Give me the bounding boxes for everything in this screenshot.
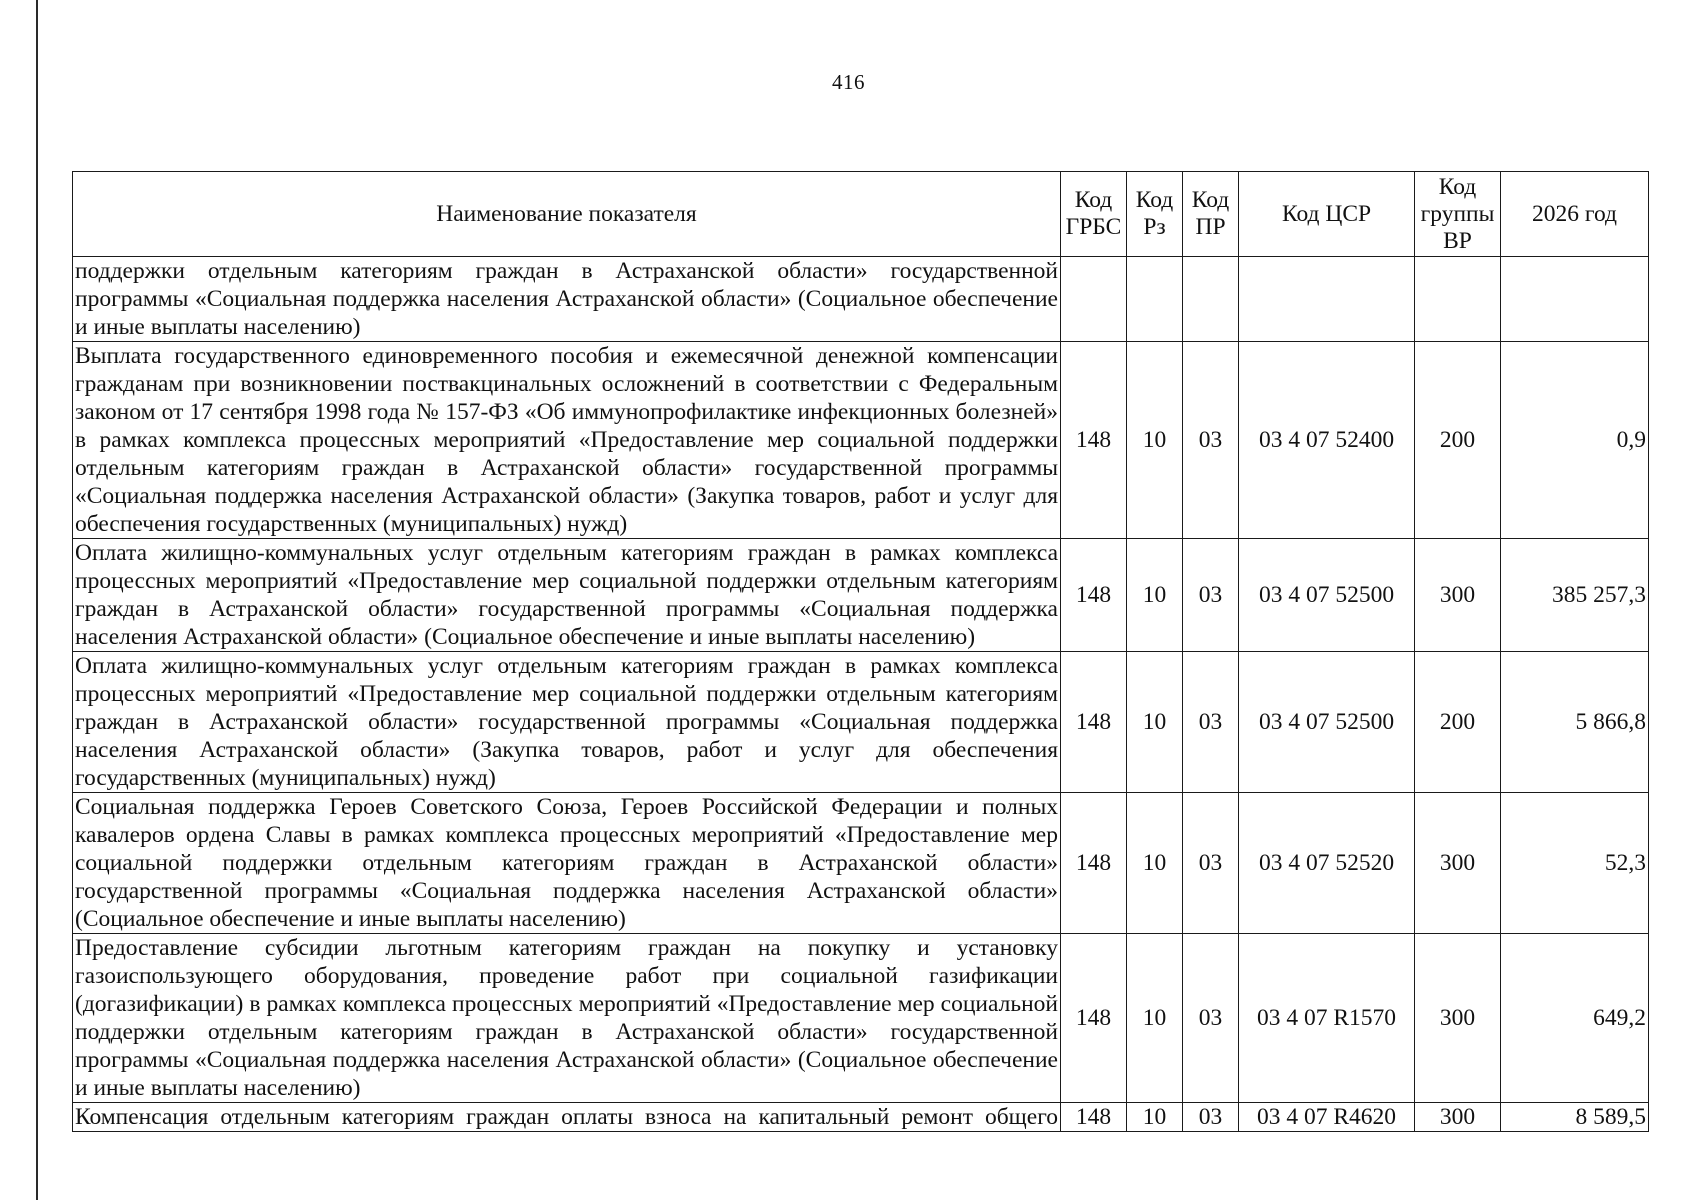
row-rz: 10 bbox=[1127, 652, 1183, 793]
row-value bbox=[1501, 257, 1649, 342]
row-csr: 03 4 07 52500 bbox=[1239, 652, 1415, 793]
row-name: Социальная поддержка Героев Советского Союза, Героев Российской Федерации и полных кавалеров ордена Славы в рамках комплекса процессных мероприятий «Предоставление мер социальной поддержки отдельным категориям граждан в Астраханской области» государственной программы «Социальная поддержка населения Астраханской области» (Социальное обеспечение и иные выплаты населению) bbox=[73, 793, 1061, 934]
row-grbs: 148 bbox=[1061, 793, 1127, 934]
row-rz: 10 bbox=[1127, 793, 1183, 934]
row-value: 52,3 bbox=[1501, 793, 1649, 934]
row-vr: 200 bbox=[1415, 342, 1501, 539]
table-row bbox=[73, 652, 1649, 793]
table-row bbox=[73, 934, 1649, 1103]
table-row bbox=[73, 342, 1649, 539]
row-pr bbox=[1183, 257, 1239, 342]
row-name: Выплата государственного единовременного пособия и ежемесячной денежной компенсации гражданам при возникновении поствакцинальных осложнений в соответствии с Федеральным законом от 17 сентября 1998 года № 157-ФЗ «Об иммунопрофилактике инфекционных болезней» в рамках комплекса процессных мероприятий «Предоставление мер социальной поддержки отдельным категориям граждан в Астраханской области» государственной программы «Социальная поддержка населения Астраханской области» (Закупка товаров, работ и услуг для обеспечения государственных (муниципальных) нужд) bbox=[73, 342, 1061, 539]
row-vr: 300 bbox=[1415, 1103, 1501, 1132]
row-value: 0,9 bbox=[1501, 342, 1649, 539]
row-name: Предоставление субсидии льготным категориям граждан на покупку и установку газоиспользующего оборудования, проведение работ при социальной газификации (догазификации) в рамках комплекса процессных мероприятий «Предоставление мер социальной поддержки отдельным категориям граждан в Астраханской области» государственной программы «Социальная поддержка населения Астраханской области» (Социальное обеспечение и иные выплаты населению) bbox=[73, 934, 1061, 1103]
table-row bbox=[73, 257, 1649, 342]
row-name: поддержки отдельным категориям граждан в Астраханской области» государственной программы «Социальная поддержка населения Астраханской области» (Социальное обеспечение и иные выплаты населению) bbox=[73, 257, 1061, 342]
row-vr: 300 bbox=[1415, 539, 1501, 652]
row-rz: 10 bbox=[1127, 1103, 1183, 1132]
scan-edge-line bbox=[36, 0, 38, 1200]
budget-table bbox=[72, 171, 1649, 1132]
row-rz: 10 bbox=[1127, 342, 1183, 539]
row-csr: 03 4 07 R4620 bbox=[1239, 1103, 1415, 1132]
header-grbs: Код ГРБС bbox=[1061, 172, 1127, 257]
row-grbs: 148 bbox=[1061, 342, 1127, 539]
row-grbs: 148 bbox=[1061, 539, 1127, 652]
header-year: 2026 год bbox=[1501, 172, 1649, 257]
header-name: Наименование показателя bbox=[73, 172, 1061, 257]
row-csr: 03 4 07 52400 bbox=[1239, 342, 1415, 539]
row-name: Оплата жилищно-коммунальных услуг отдельным категориям граждан в рамках комплекса процессных мероприятий «Предоставление мер социальной поддержки отдельным категориям граждан в Астраханской области» государственной программы «Социальная поддержка населения Астраханской области» (Закупка товаров, работ и услуг для обеспечения государственных (муниципальных) нужд) bbox=[73, 652, 1061, 793]
row-rz bbox=[1127, 257, 1183, 342]
header-vr: Код группы ВР bbox=[1415, 172, 1501, 257]
table-row bbox=[73, 539, 1649, 652]
row-grbs bbox=[1061, 257, 1127, 342]
row-pr: 03 bbox=[1183, 342, 1239, 539]
table-header-row bbox=[73, 172, 1649, 257]
table-row bbox=[73, 1103, 1649, 1132]
row-grbs: 148 bbox=[1061, 652, 1127, 793]
row-csr: 03 4 07 52520 bbox=[1239, 793, 1415, 934]
row-value: 385 257,3 bbox=[1501, 539, 1649, 652]
row-pr: 03 bbox=[1183, 793, 1239, 934]
row-pr: 03 bbox=[1183, 652, 1239, 793]
row-csr: 03 4 07 R1570 bbox=[1239, 934, 1415, 1103]
row-rz: 10 bbox=[1127, 539, 1183, 652]
row-value: 8 589,5 bbox=[1501, 1103, 1649, 1132]
row-vr bbox=[1415, 257, 1501, 342]
row-csr: 03 4 07 52500 bbox=[1239, 539, 1415, 652]
row-value: 649,2 bbox=[1501, 934, 1649, 1103]
page-number: 416 bbox=[832, 70, 865, 94]
row-name: Оплата жилищно-коммунальных услуг отдельным категориям граждан в рамках комплекса процессных мероприятий «Предоставление мер социальной поддержки отдельным категориям граждан в Астраханской области» государственной программы «Социальная поддержка населения Астраханской области» (Социальное обеспечение и иные выплаты населению) bbox=[73, 539, 1061, 652]
row-grbs: 148 bbox=[1061, 934, 1127, 1103]
row-vr: 200 bbox=[1415, 652, 1501, 793]
row-name: Компенсация отдельным категориям граждан оплаты взноса на капитальный ремонт общего bbox=[73, 1103, 1061, 1132]
header-pr: Код ПР bbox=[1183, 172, 1239, 257]
row-pr: 03 bbox=[1183, 934, 1239, 1103]
row-rz: 10 bbox=[1127, 934, 1183, 1103]
row-pr: 03 bbox=[1183, 1103, 1239, 1132]
row-grbs: 148 bbox=[1061, 1103, 1127, 1132]
table-row bbox=[73, 793, 1649, 934]
header-rz: Код Рз bbox=[1127, 172, 1183, 257]
row-pr: 03 bbox=[1183, 539, 1239, 652]
row-csr bbox=[1239, 257, 1415, 342]
row-value: 5 866,8 bbox=[1501, 652, 1649, 793]
row-vr: 300 bbox=[1415, 934, 1501, 1103]
header-csr: Код ЦСР bbox=[1239, 172, 1415, 257]
row-vr: 300 bbox=[1415, 793, 1501, 934]
